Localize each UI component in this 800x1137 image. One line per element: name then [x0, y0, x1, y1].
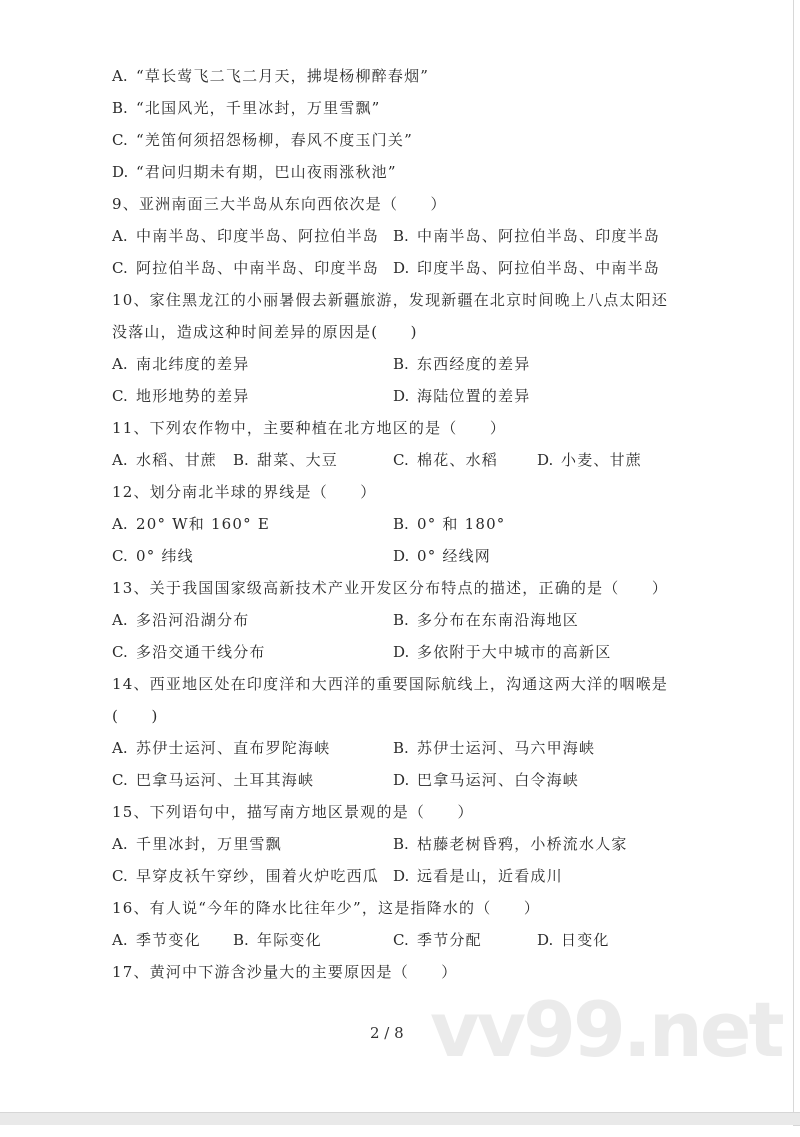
option-label: C. [112, 867, 128, 885]
page-separator [0, 1112, 800, 1126]
stem-text: 17、黄河中下游含沙量大的主要原因是（ ） [112, 963, 458, 981]
option-label: B. [233, 451, 249, 469]
option-label: D. [537, 451, 554, 469]
option-d [112, 160, 397, 184]
option-text: 远看是山，近看成川 [417, 867, 563, 885]
option-text: 南北纬度的差异 [136, 355, 250, 373]
stem-text: ( ) [112, 707, 159, 725]
stem-text: 11、下列农作物中，主要种植在北方地区的是（ ） [112, 419, 507, 437]
option-label: A. [112, 355, 128, 373]
stem-text: 13、关于我国国家级高新技术产业开发区分布特点的描述，正确的是（ ） [112, 579, 669, 597]
option-label: D. [537, 931, 554, 949]
option-label: D. [393, 643, 410, 661]
option-label: C. [112, 131, 128, 149]
option-text: 中南半岛、阿拉伯半岛、印度半岛 [417, 227, 661, 245]
option-text: 多依附于大中城市的高新区 [417, 643, 612, 661]
option-d [537, 928, 610, 952]
option-d [393, 256, 660, 280]
watermark: vv99.net [430, 985, 782, 1074]
option-text: 巴拿马运河、白令海峡 [417, 771, 580, 789]
option-label: B. [112, 99, 128, 117]
option-b [233, 448, 338, 472]
option-text: 0° 经线网 [417, 547, 492, 565]
stem-text: 12、划分南北半球的界线是（ ） [112, 483, 377, 501]
stem-text: 14、西亚地区处在印度洋和大西洋的重要国际航线上，沟通这两大洋的咽喉是 [112, 675, 669, 693]
option-text: 年际变化 [257, 931, 322, 949]
option-c [393, 448, 498, 472]
option-label: C. [393, 931, 409, 949]
option-text: 千里冰封，万里雪飘 [136, 835, 282, 853]
option-text: 水稻、甘蔗 [136, 451, 218, 469]
option-b [393, 736, 595, 760]
option-c [112, 256, 379, 280]
option-label: A. [112, 227, 128, 245]
option-d [537, 448, 642, 472]
option-a [112, 64, 429, 88]
option-label: C. [112, 547, 128, 565]
option-c [112, 640, 266, 664]
option-c [112, 768, 314, 792]
option-text: “北国风光，千里冰封，万里雪飘” [136, 99, 381, 117]
option-text: 多沿交通干线分布 [136, 643, 266, 661]
option-label: D. [393, 771, 410, 789]
option-text: 印度半岛、阿拉伯半岛、中南半岛 [417, 259, 661, 277]
option-b [393, 352, 530, 376]
option-text: 20° W和 160° E [136, 515, 270, 533]
option-text: “草长莺飞二飞二月天，拂堤杨柳醉春烟” [136, 67, 430, 85]
option-b [112, 96, 381, 120]
option-text: 枯藤老树昏鸦，小桥流水人家 [417, 835, 628, 853]
option-c [112, 544, 194, 568]
option-d [393, 384, 530, 408]
option-d [393, 768, 579, 792]
option-text: 棉花、水稻 [417, 451, 499, 469]
option-a [112, 352, 249, 376]
option-a [112, 512, 270, 536]
option-label: C. [112, 259, 128, 277]
option-c [112, 128, 413, 152]
option-label: D. [393, 547, 410, 565]
option-text: 东西经度的差异 [417, 355, 531, 373]
option-text: “君问归期未有期，巴山夜雨涨秋池” [136, 163, 397, 181]
option-text: 早穿皮袄午穿纱，围着火炉吃西瓜 [136, 867, 380, 885]
option-text: 海陆位置的差异 [417, 387, 531, 405]
option-text: 中南半岛、印度半岛、阿拉伯半岛 [136, 227, 380, 245]
stem-text: 9、亚洲南面三大半岛从东向西依次是（ ） [112, 195, 447, 213]
option-label: B. [393, 835, 409, 853]
option-label: B. [393, 227, 409, 245]
option-label: B. [233, 931, 249, 949]
option-text: 地形地势的差异 [136, 387, 250, 405]
option-label: B. [393, 739, 409, 757]
option-label: C. [112, 643, 128, 661]
option-label: C. [393, 451, 409, 469]
option-label: A. [112, 451, 128, 469]
option-b [233, 928, 322, 952]
option-text: 甜菜、大豆 [257, 451, 339, 469]
option-text: 苏伊士运河、直布罗陀海峡 [136, 739, 331, 757]
option-text: 多沿河沿湖分布 [136, 611, 250, 629]
option-a [112, 928, 201, 952]
option-c [393, 928, 482, 952]
option-d [393, 864, 563, 888]
option-text: 苏伊士运河、马六甲海峡 [417, 739, 596, 757]
option-text: 日变化 [561, 931, 610, 949]
next-page-edge [0, 1125, 793, 1137]
page-number: 2 / 8 [370, 1024, 404, 1042]
option-a [112, 224, 379, 248]
option-c [112, 384, 249, 408]
option-text: 季节变化 [136, 931, 201, 949]
option-a [112, 608, 249, 632]
option-d [393, 640, 611, 664]
option-d [393, 544, 491, 568]
option-label: A. [112, 515, 128, 533]
option-a [112, 448, 217, 472]
option-label: A. [112, 611, 128, 629]
option-label: A. [112, 835, 128, 853]
option-label: A. [112, 931, 128, 949]
option-label: A. [112, 739, 128, 757]
option-text: 阿拉伯半岛、中南半岛、印度半岛 [136, 259, 380, 277]
stem-text: 10、家住黑龙江的小丽暑假去新疆旅游，发现新疆在北京时间晚上八点太阳还 [112, 291, 669, 309]
option-text: 0° 纬线 [136, 547, 194, 565]
option-label: D. [112, 163, 129, 181]
option-a [112, 736, 330, 760]
option-text: 季节分配 [417, 931, 482, 949]
option-b [393, 608, 579, 632]
option-text: 0° 和 180° [417, 515, 506, 533]
option-text: 多分布在东南沿海地区 [417, 611, 580, 629]
option-label: C. [112, 771, 128, 789]
stem-text: 16、有人说“今年的降水比往年少”，这是指降水的（ ） [112, 899, 541, 917]
option-b [393, 512, 506, 536]
option-text: 巴拿马运河、土耳其海峡 [136, 771, 315, 789]
stem-text: 15、下列语句中，描写南方地区景观的是（ ） [112, 803, 474, 821]
option-label: A. [112, 67, 128, 85]
option-label: C. [112, 387, 128, 405]
option-text: 小麦、甘蔗 [561, 451, 643, 469]
option-label: B. [393, 515, 409, 533]
option-label: D. [393, 387, 410, 405]
option-c [112, 864, 379, 888]
option-label: D. [393, 867, 410, 885]
option-label: B. [393, 611, 409, 629]
option-a [112, 832, 282, 856]
option-b [393, 224, 660, 248]
option-label: B. [393, 355, 409, 373]
option-text: “羌笛何须招怨杨柳，春风不度玉门关” [136, 131, 413, 149]
option-label: D. [393, 259, 410, 277]
option-b [393, 832, 628, 856]
stem-text: 没落山，造成这种时间差异的原因是( ) [112, 323, 418, 341]
